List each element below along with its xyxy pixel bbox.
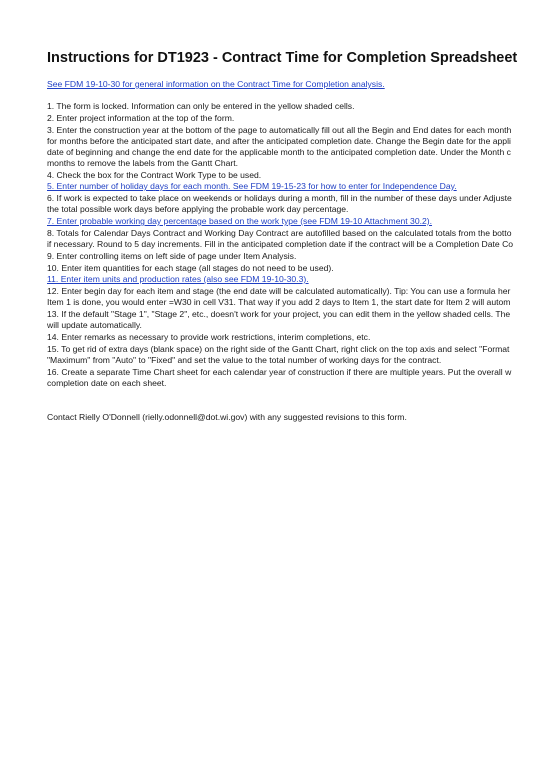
instruction-line: "Maximum" from "Auto" to "Fixed" and set the value to the total number of working days for the contract. <box>47 355 442 365</box>
instruction-line: 10. Enter item quantities for each stage (all stages do not need to be used). <box>47 263 334 273</box>
instruction-line: 14. Enter remarks as necessary to provide work restrictions, interim completions, etc. <box>47 332 371 342</box>
instruction-line: 4. Check the box for the Contract Work Type to be used. <box>47 170 262 180</box>
instruction-line: Item 1 is done, you would enter =W30 in cell V31. That way if you add 2 days to Item 1, the start date for Item 2 will autom <box>47 297 511 307</box>
contact-note: Contact Rielly O'Donnell (rielly.odonnell@dot.wi.gov) with any suggested revisions to this form. <box>47 412 407 422</box>
instruction-line: for months before the anticipated start date, and after the anticipated completion date. Change the Begin date for the appli <box>47 136 511 146</box>
instruction-line: completion date on each sheet. <box>47 378 167 388</box>
instruction-line: 2. Enter project information at the top of the form. <box>47 113 235 123</box>
holiday-days-link[interactable]: 5. Enter number of holiday days for each month. See FDM 19-15-23 for how to enter for Independence Day. <box>47 181 457 191</box>
instruction-line: months to remove the labels from the Gantt Chart. <box>47 158 239 168</box>
instruction-line: 8. Totals for Calendar Days Contract and Working Day Contract are autofilled based on the calculated totals from the botto <box>47 228 512 238</box>
instruction-line: 15. To get rid of extra days (blank space) on the right side of the Gantt Chart, right click on the top axis and select "Format <box>47 344 510 354</box>
instruction-line: 9. Enter controlling items on left side of page under Item Analysis. <box>47 251 297 261</box>
instructions-page <box>47 0 550 777</box>
instruction-line: the total possible work days before applying the probable work day percentage. <box>47 204 349 214</box>
instruction-line: if necessary. Round to 5 day increments. Fill in the anticipated completion date if the contract will be a Completion Date Co <box>47 239 514 249</box>
instruction-line: will update automatically. <box>47 320 142 330</box>
instruction-line: 12. Enter begin day for each item and stage (the end date will be calculated automatically). Tip: You can use a formula her <box>47 286 511 296</box>
probable-working-day-link[interactable]: 7. Enter probable working day percentage based on the work type (see FDM 19-10 Attachment 30.2). <box>47 216 433 226</box>
instruction-line: 6. If work is expected to take place on weekends or holidays during a month, fill in the number of these days under Adjuste <box>47 193 512 203</box>
instruction-line: 13. If the default "Stage 1", "Stage 2", etc., doesn't work for your project, you can edit them in the yellow shaded cells. The <box>47 309 511 319</box>
instruction-line: 16. Create a separate Time Chart sheet for each calendar year of construction if there are multiple years. Put the overall w <box>47 367 512 377</box>
instruction-line: date of beginning and change the end date for the applicable month to the anticipated completion date. Under the Month c <box>47 147 511 157</box>
fdm-general-info-link[interactable]: See FDM 19-10-30 for general information on the Contract Time for Completion analysis. <box>47 79 385 89</box>
instruction-line: 1. The form is locked. Information can only be entered in the yellow shaded cells. <box>47 101 355 111</box>
instruction-line: 3. Enter the construction year at the bottom of the page to automatically fill out all the Begin and End dates for each month <box>47 125 512 135</box>
page-title: Instructions for DT1923 - Contract Time for Completion Spreadsheet <box>47 50 518 66</box>
production-rates-link[interactable]: 11. Enter item units and production rates (also see FDM 19-10-30.3). <box>47 274 309 284</box>
